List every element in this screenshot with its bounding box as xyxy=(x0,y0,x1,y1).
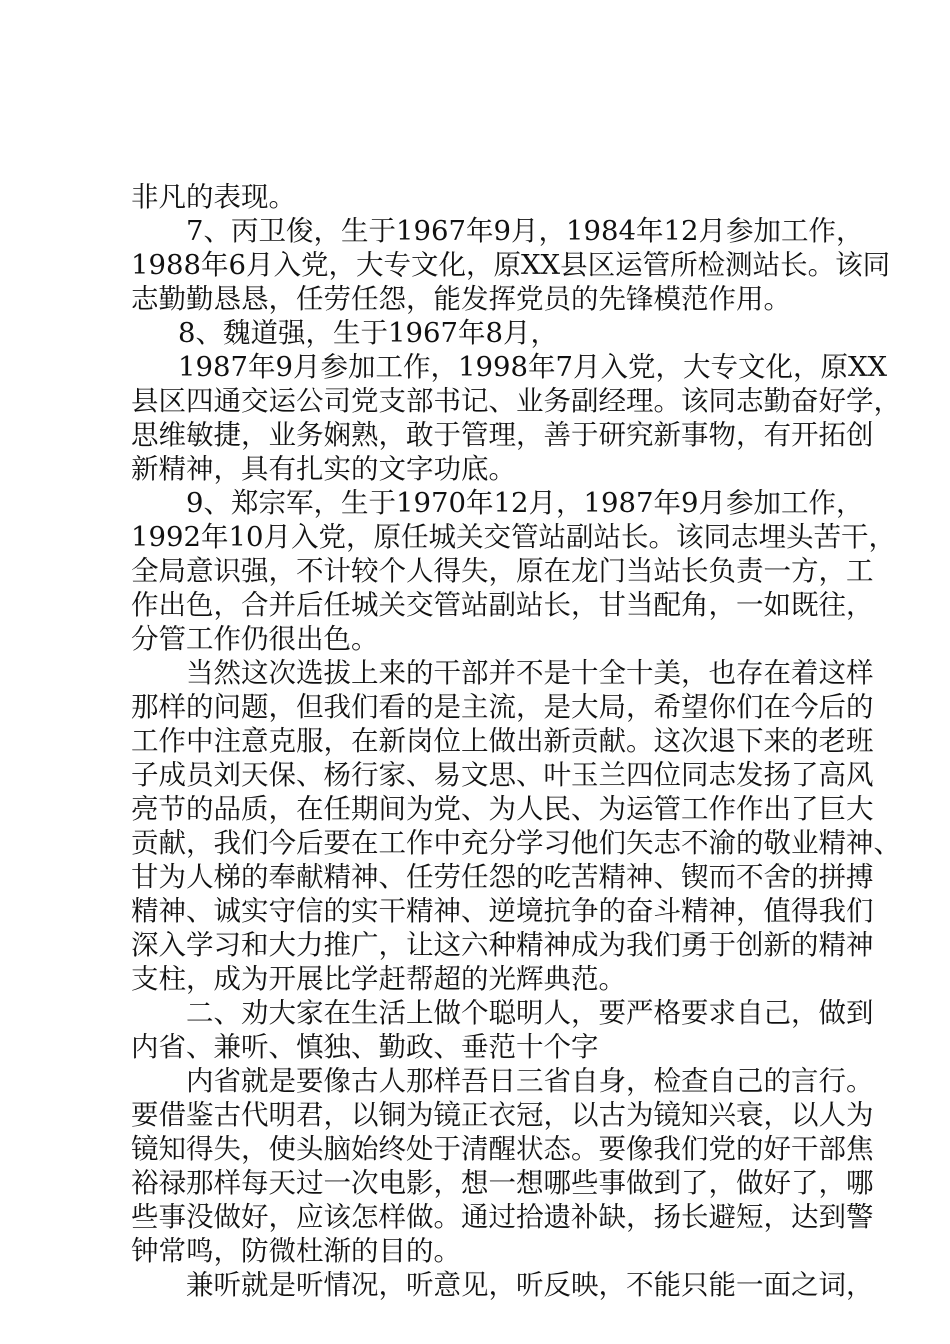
text-line: 当然这次选拔上来的干部并不是十全十美，也存在着这样 xyxy=(186,657,874,689)
text-line: 精神、诚实守信的实干精神、逆境抗争的奋斗精神，值得我们 xyxy=(131,895,874,927)
text-line: 思维敏捷，业务娴熟，敢于管理，善于研究新事物，有开拓创 xyxy=(131,419,874,451)
text-line: 镜知得失，使头脑始终处于清醒状态。要像我们党的好干部焦 xyxy=(131,1133,874,1165)
text-line: 要借鉴古代明君，以铜为镜正衣冠，以古为镜知兴衰，以人为 xyxy=(131,1099,874,1131)
text-line: 志勤勤恳恳，任劳任怨，能发挥党员的先锋模范作用。 xyxy=(131,283,791,315)
text-line: 1992年10月入党，原任城关交管站副站长。该同志埋头苦干， xyxy=(131,521,896,553)
text-line: 新精神，具有扎实的文字功底。 xyxy=(131,453,516,485)
text-line: 裕禄那样每天过一次电影，想一想哪些事做到了，做好了，哪 xyxy=(131,1167,874,1199)
text-line: 9、郑宗军，生于1970年12月，1987年9月参加工作， xyxy=(186,487,864,519)
text-line: 支柱，成为开展比学赶帮超的光辉典范。 xyxy=(131,963,626,995)
text-line: 1988年6月入党，大专文化，原XX县区运管所检测站长。该同 xyxy=(131,249,891,281)
text-line: 那样的问题，但我们看的是主流，是大局，希望你们在今后的 xyxy=(131,691,874,723)
text-line: 内省就是要像古人那样吾日三省自身，检查自己的言行。 xyxy=(186,1065,874,1097)
text-line: 7、丙卫俊，生于1967年9月，1984年12月参加工作， xyxy=(186,215,864,247)
text-line: 全局意识强，不计较个人得失，原在龙门当站长负责一方，工 xyxy=(131,555,874,587)
text-line: 内省、兼听、慎独、勤政、垂范十个字 xyxy=(131,1031,599,1063)
text-line: 1987年9月参加工作，1998年7月入党，大专文化，原XX xyxy=(178,351,888,383)
text-line: 子成员刘天保、杨行家、易文思、叶玉兰四位同志发扬了高风 xyxy=(131,759,874,791)
text-line: 些事没做好，应该怎样做。通过拾遗补缺，扬长避短，达到警 xyxy=(131,1201,874,1233)
text-line: 作出色，合并后任城关交管站副站长，甘当配角，一如既往， xyxy=(131,589,874,621)
text-line: 深入学习和大力推广，让这六种精神成为我们勇于创新的精神 xyxy=(131,929,874,961)
text-line: 兼听就是听情况，听意见，听反映，不能只能一面之词， xyxy=(186,1269,874,1301)
text-line: 贡献，我们今后要在工作中充分学习他们矢志不渝的敬业精神、 xyxy=(131,827,901,859)
text-line: 亮节的品质，在任期间为党、为人民、为运管工作作出了巨大 xyxy=(131,793,874,825)
text-line: 钟常鸣，防微杜渐的目的。 xyxy=(131,1235,461,1267)
text-line: 甘为人梯的奉献精神、任劳任怨的吃苦精神、锲而不舍的拼搏 xyxy=(131,861,874,893)
text-line: 非凡的表现。 xyxy=(131,181,296,213)
text-line: 二、劝大家在生活上做个聪明人，要严格要求自己，做到 xyxy=(186,997,874,1029)
text-line: 县区四通交运公司党支部书记、业务副经理。该同志勤奋好学， xyxy=(131,385,901,417)
text-line: 分管工作仍很出色。 xyxy=(131,623,379,655)
text-line: 工作中注意克服，在新岗位上做出新贡献。这次退下来的老班 xyxy=(131,725,874,757)
text-line: 8、魏道强，生于1967年8月， xyxy=(178,317,558,349)
